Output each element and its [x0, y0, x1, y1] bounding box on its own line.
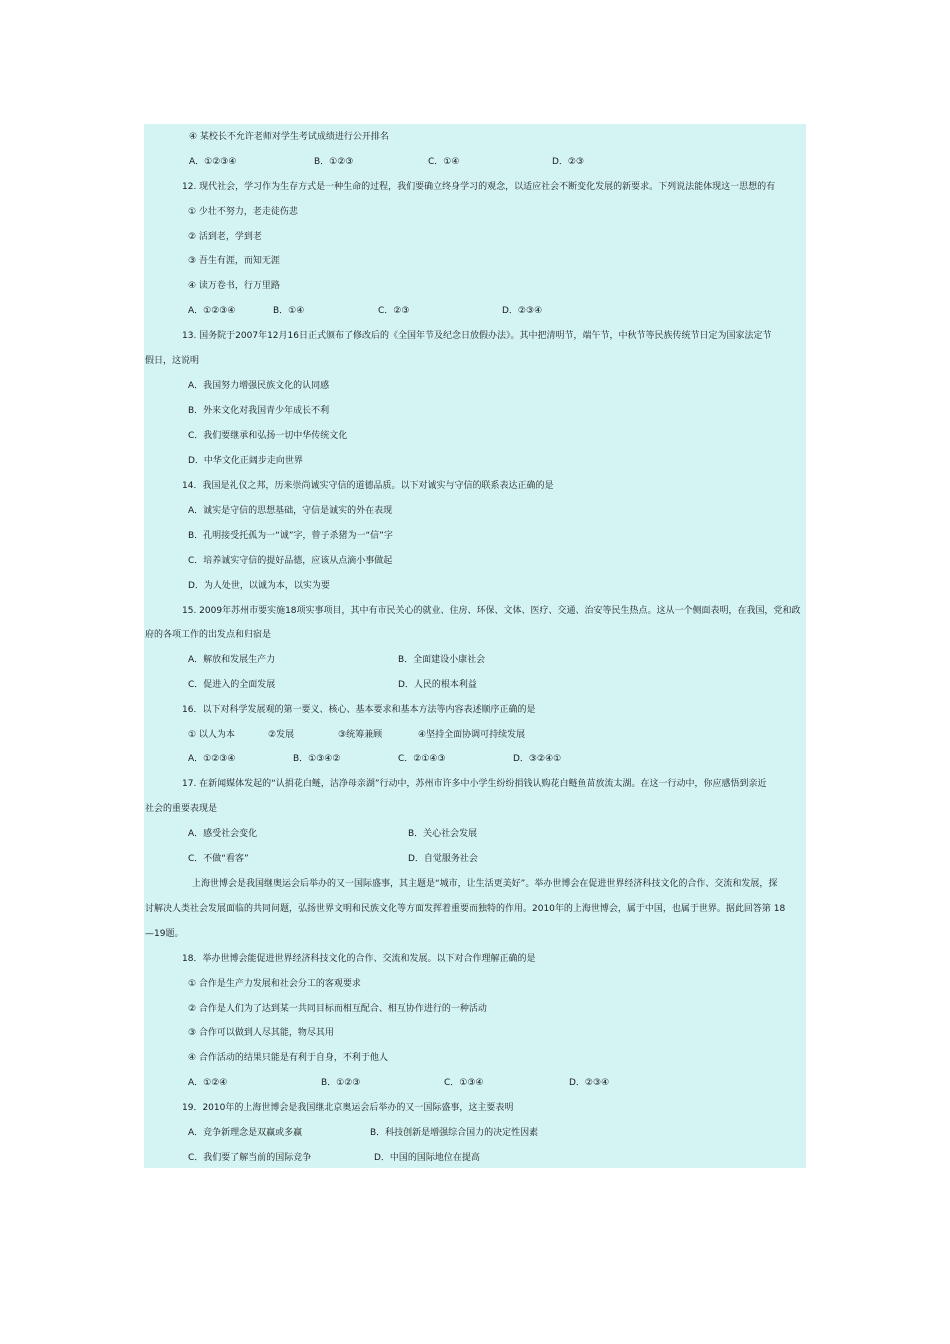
line-q12-stem: 12. 现代社会，学习作为生存方式是一种生命的过程，我们要确立终身学习的观念，以适应社会不断变化发展的新要求。下列说法能体现这一思想的有 [182, 182, 776, 192]
line-q18-item2: ② 合作是人们为了达到某一共同目标而相互配合、相互协作进行的一种活动 [188, 1004, 487, 1014]
line-q19-opt-b: B．科技创新是增强综合国力的决定性因素 [370, 1128, 539, 1138]
line-q16-item2: ②发展 [268, 730, 295, 740]
line-q16-opt-b: B．①③④② [293, 754, 341, 764]
line-q15-opt-c: C．促进入的全面发展 [188, 680, 276, 690]
line-q18-item4: ④ 合作活动的结果只能是有利于自身，不利于他人 [188, 1053, 388, 1063]
line-q14-opt-c: C．培养诚实守信的提好品德，应该从点滴小事做起 [188, 556, 393, 566]
line-q12-opt-a: A．①②③④ [188, 306, 236, 316]
line-q16-item1: ① 以人为本 [188, 730, 235, 740]
line-q13-opt-a: A．我国努力增强民族文化的认同感 [188, 381, 330, 391]
line-q14-opt-b: B．孔明接受托孤为一“诚”字，曾子杀猪为一“信”字 [188, 531, 393, 541]
line-q17-opt-c: C．不做“看客” [188, 854, 249, 864]
line-q17-opt-d: D．自觉服务社会 [408, 854, 478, 864]
line-q19-opt-a: A．竞争新理念是双赢或多赢 [188, 1128, 303, 1138]
line-q17-stem: 17. 在新闻媒体发起的“认捐花白鲢，洁净母亲湖”行动中，苏州市许多中小学生纷纷捐钱认购花白鲢鱼苗放流太湖。在这一行动中，你应感悟到亲近 [182, 779, 767, 789]
line-q17-opt-a: A．感受社会变化 [188, 829, 258, 839]
line-q11-opt-a: A．①②③④ [189, 157, 237, 167]
line-q14-opt-a: A．诚实是守信的思想基础，守信是诚实的外在表现 [188, 506, 393, 516]
line-q18-item1: ① 合作是生产力发展和社会分工的客观要求 [188, 979, 361, 989]
line-q13-stem: 13. 国务院于2007年12月16日正式颁布了修改后的《全国年节及纪念日放假办法》。其中把清明节，端午节，中秋节等民族传统节日定为国家法定节 [182, 331, 772, 341]
line-q12-opt-d: D．②③④ [502, 306, 543, 316]
line-q18-opt-c: C．①③④ [444, 1078, 484, 1088]
line-q11-opt-b: B．①②③ [314, 157, 354, 167]
line-q18-opt-a: A．①②④ [188, 1078, 228, 1088]
line-q15-stem-cont: 府的各项工作的出发点和归宿是 [145, 630, 272, 640]
line-q16-item3: ③统筹兼顾 [338, 730, 383, 740]
line-q16-opt-c: C．②①④③ [398, 754, 446, 764]
line-q15-opt-b: B．全面建设小康社会 [398, 655, 486, 665]
line-q19-opt-c: C．我们要了解当前的国际竞争 [188, 1153, 312, 1163]
exam-page [144, 124, 806, 1168]
line-q13-opt-c: C．我们要继承和弘扬一切中华传统文化 [188, 431, 348, 441]
line-q16-stem: 16．以下对科学发展观的第一要义、核心、基本要求和基本方法等内容表述顺序正确的是 [182, 705, 536, 715]
line-q15-stem: 15. 2009年苏州市要实施18项实事项目，其中有市民关心的就业、住房、环保、文体、医疗、交通、治安等民生热点。这从一个侧面表明，在我国，党和政 [182, 606, 801, 616]
line-q17-stem-cont: 社会的重要表现是 [145, 804, 218, 814]
line-q11-item4: ④ 某校长不允许老师对学生考试成绩进行公开排名 [189, 132, 389, 142]
line-q16-opt-a: A．①②③④ [188, 754, 236, 764]
line-q14-stem: 14．我国是礼仪之邦，历来崇尚诚实守信的道德品质。以下对诚实与守信的联系表达正确的是 [182, 481, 554, 491]
line-q15-opt-a: A．解放和发展生产力 [188, 655, 276, 665]
line-q13-stem-cont: 假日，这说明 [145, 356, 200, 366]
line-q14-opt-d: D．为人处世，以诚为本，以实为要 [188, 581, 330, 591]
line-q19-stem: 19．2010年的上海世博会是我国继北京奥运会后举办的又一国际盛事，这主要表明 [182, 1103, 514, 1113]
line-q15-opt-d: D．人民的根本利益 [398, 680, 477, 690]
line-q11-opt-d: D．②③ [552, 157, 585, 167]
line-q12-item1: ① 少壮不努力，老走徒伤悲 [188, 207, 298, 217]
line-q17-opt-b: B．关心社会发展 [408, 829, 478, 839]
line-q12-opt-b: B．①④ [273, 306, 305, 316]
line-q18-opt-b: B．①②③ [321, 1078, 361, 1088]
line-q12-item4: ④ 读万卷书，行万里路 [188, 281, 280, 291]
line-q18-opt-d: D．②③④ [569, 1078, 610, 1088]
line-q12-opt-c: C．②③ [378, 306, 410, 316]
line-q12-item3: ③ 吾生有涯，而知无涯 [188, 256, 280, 266]
line-q16-opt-d: D．③②④① [513, 754, 562, 764]
line-q18-item3: ③ 合作可以做到人尽其能，物尽其用 [188, 1028, 334, 1038]
line-q16-item4: ④坚持全面协调可持续发展 [418, 730, 526, 740]
line-passage-1: 上海世博会是我国继奥运会后举办的又一国际盛事，其主题是“城市，让生活更美好”。举办世博会在促进世界经济科技文化的合作、交流和发展，探 [192, 879, 778, 889]
line-q19-opt-d: D．中国的国际地位在提高 [374, 1153, 480, 1163]
line-q18-stem: 18．举办世博会能促进世界经济科技文化的合作、交流和发展。以下对合作理解正确的是 [182, 954, 536, 964]
line-q12-item2: ② 活到老，学到老 [188, 232, 262, 242]
line-passage-3: —19题。 [145, 929, 184, 939]
line-q13-opt-d: D．中华文化正阔步走向世界 [188, 456, 303, 466]
line-passage-2: 讨解决人类社会发展面临的共同问题，弘扬世界文明和民族文化等方面发挥着重要而独特的作用。2010年的上海世博会，属于中国，也属于世界。据此回答第 18 [145, 904, 786, 914]
line-q11-opt-c: C．①④ [428, 157, 460, 167]
line-q13-opt-b: B．外来文化对我国青少年成长不利 [188, 406, 330, 416]
